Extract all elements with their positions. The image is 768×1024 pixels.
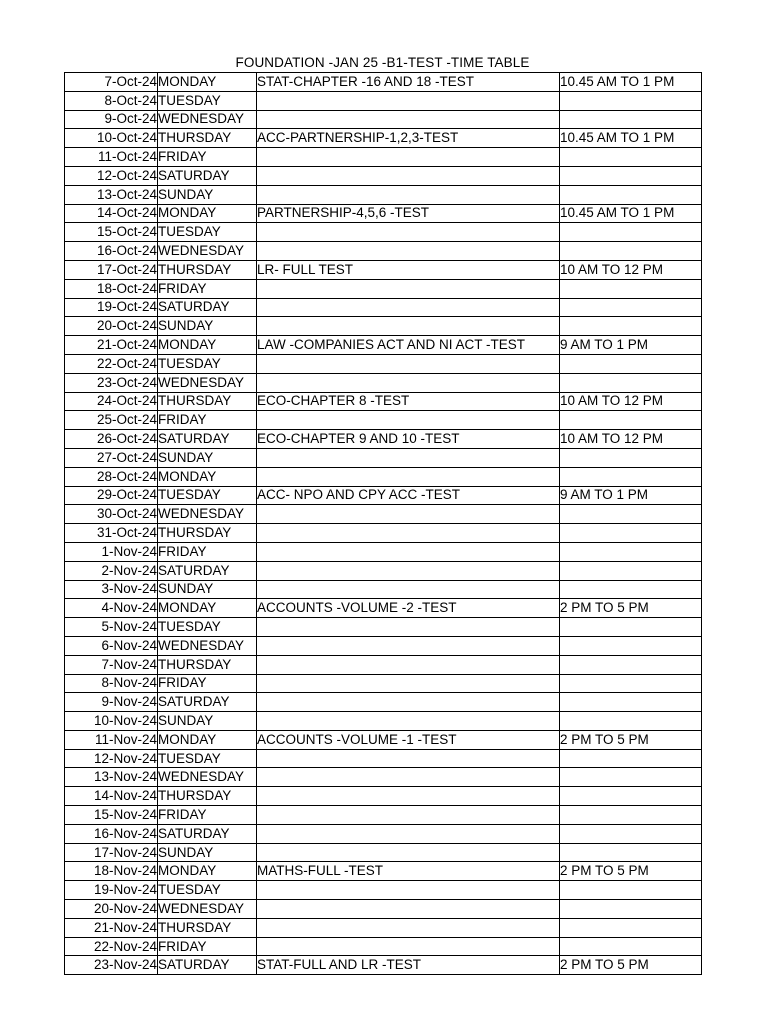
table-row [65, 693, 702, 712]
table-row [65, 110, 702, 129]
test-cell: LR- FULL TEST [257, 260, 560, 279]
date-cell: 29-Oct-24 [65, 486, 158, 505]
test-cell [257, 693, 560, 712]
time-cell [560, 467, 702, 486]
table-row [65, 787, 702, 806]
time-cell [560, 900, 702, 919]
test-cell: PARTNERSHIP-4,5,6 -TEST [257, 204, 560, 223]
test-cell [257, 242, 560, 261]
time-cell [560, 937, 702, 956]
date-cell: 5-Nov-24 [65, 618, 158, 637]
test-cell: ACCOUNTS -VOLUME -1 -TEST [257, 730, 560, 749]
day-cell: WEDNESDAY [158, 505, 257, 524]
table-row [65, 373, 702, 392]
day-cell: FRIDAY [158, 937, 257, 956]
table-row [65, 918, 702, 937]
time-cell [560, 824, 702, 843]
day-cell: WEDNESDAY [158, 110, 257, 129]
time-cell [560, 918, 702, 937]
time-cell [560, 279, 702, 298]
test-cell [257, 674, 560, 693]
test-cell [257, 185, 560, 204]
time-cell [560, 712, 702, 731]
date-cell: 20-Oct-24 [65, 317, 158, 336]
table-row [65, 166, 702, 185]
date-cell: 23-Nov-24 [65, 956, 158, 975]
day-cell: THURSDAY [158, 787, 257, 806]
table-row [65, 317, 702, 336]
time-cell [560, 148, 702, 167]
time-cell [560, 787, 702, 806]
test-cell: STAT-FULL AND LR -TEST [257, 956, 560, 975]
date-cell: 23-Oct-24 [65, 373, 158, 392]
day-cell: WEDNESDAY [158, 900, 257, 919]
time-cell [560, 806, 702, 825]
day-cell: WEDNESDAY [158, 373, 257, 392]
date-cell: 30-Oct-24 [65, 505, 158, 524]
date-cell: 31-Oct-24 [65, 524, 158, 543]
day-cell: FRIDAY [158, 279, 257, 298]
time-cell [560, 448, 702, 467]
date-cell: 25-Oct-24 [65, 411, 158, 430]
test-cell: ACC-PARTNERSHIP-1,2,3-TEST [257, 129, 560, 148]
table-row [65, 260, 702, 279]
time-cell [560, 636, 702, 655]
test-cell: ACCOUNTS -VOLUME -2 -TEST [257, 599, 560, 618]
table-row [65, 354, 702, 373]
date-cell: 7-Oct-24 [65, 73, 158, 92]
time-cell [560, 298, 702, 317]
date-cell: 3-Nov-24 [65, 580, 158, 599]
day-cell: SUNDAY [158, 317, 257, 336]
test-cell [257, 561, 560, 580]
day-cell: MONDAY [158, 467, 257, 486]
day-cell: TUESDAY [158, 486, 257, 505]
test-cell [257, 279, 560, 298]
time-cell [560, 655, 702, 674]
test-cell [257, 655, 560, 674]
day-cell: MONDAY [158, 204, 257, 223]
date-cell: 22-Nov-24 [65, 937, 158, 956]
test-cell [257, 937, 560, 956]
time-cell [560, 693, 702, 712]
day-cell: THURSDAY [158, 129, 257, 148]
time-cell [560, 881, 702, 900]
test-cell [257, 806, 560, 825]
test-cell [257, 881, 560, 900]
test-cell [257, 712, 560, 731]
table-row [65, 242, 702, 261]
date-cell: 4-Nov-24 [65, 599, 158, 618]
table-row [65, 204, 702, 223]
time-cell [560, 542, 702, 561]
table-row [65, 712, 702, 731]
date-cell: 13-Oct-24 [65, 185, 158, 204]
date-cell: 16-Oct-24 [65, 242, 158, 261]
test-cell [257, 824, 560, 843]
test-cell [257, 298, 560, 317]
time-cell: 10.45 AM TO 1 PM [560, 204, 702, 223]
test-cell [257, 524, 560, 543]
date-cell: 27-Oct-24 [65, 448, 158, 467]
page-title: FOUNDATION -JAN 25 -B1-TEST -TIME TABLE [235, 55, 530, 70]
time-cell [560, 91, 702, 110]
table-row [65, 411, 702, 430]
test-cell [257, 110, 560, 129]
test-cell [257, 317, 560, 336]
day-cell: SATURDAY [158, 298, 257, 317]
time-cell: 9 AM TO 1 PM [560, 336, 702, 355]
day-cell: TUESDAY [158, 618, 257, 637]
day-cell: THURSDAY [158, 524, 257, 543]
day-cell: TUESDAY [158, 354, 257, 373]
date-cell: 10-Oct-24 [65, 129, 158, 148]
date-cell: 21-Nov-24 [65, 918, 158, 937]
date-cell: 15-Nov-24 [65, 806, 158, 825]
time-cell [560, 110, 702, 129]
date-cell: 8-Nov-24 [65, 674, 158, 693]
day-cell: SUNDAY [158, 185, 257, 204]
table-row [65, 599, 702, 618]
day-cell: MONDAY [158, 599, 257, 618]
timetable-body [65, 73, 702, 975]
day-cell: MONDAY [158, 730, 257, 749]
day-cell: MONDAY [158, 862, 257, 881]
time-cell: 2 PM TO 5 PM [560, 862, 702, 881]
test-cell [257, 618, 560, 637]
time-cell [560, 749, 702, 768]
date-cell: 24-Oct-24 [65, 392, 158, 411]
test-cell [257, 505, 560, 524]
table-row [65, 91, 702, 110]
table-row [65, 580, 702, 599]
time-cell [560, 223, 702, 242]
table-row [65, 655, 702, 674]
day-cell: THURSDAY [158, 918, 257, 937]
table-row [65, 806, 702, 825]
day-cell: WEDNESDAY [158, 242, 257, 261]
test-cell: LAW -COMPANIES ACT AND NI ACT -TEST [257, 336, 560, 355]
test-cell [257, 843, 560, 862]
day-cell: SATURDAY [158, 561, 257, 580]
time-cell: 10 AM TO 12 PM [560, 430, 702, 449]
day-cell: TUESDAY [158, 749, 257, 768]
time-cell [560, 411, 702, 430]
date-cell: 14-Oct-24 [65, 204, 158, 223]
date-cell: 9-Oct-24 [65, 110, 158, 129]
date-cell: 22-Oct-24 [65, 354, 158, 373]
date-cell: 17-Nov-24 [65, 843, 158, 862]
date-cell: 13-Nov-24 [65, 768, 158, 787]
day-cell: MONDAY [158, 336, 257, 355]
table-row [65, 430, 702, 449]
date-cell: 21-Oct-24 [65, 336, 158, 355]
test-cell [257, 166, 560, 185]
day-cell: SUNDAY [158, 448, 257, 467]
table-row [65, 843, 702, 862]
table-row [65, 148, 702, 167]
time-cell [560, 505, 702, 524]
test-cell [257, 918, 560, 937]
table-row [65, 467, 702, 486]
test-cell [257, 768, 560, 787]
day-cell: THURSDAY [158, 260, 257, 279]
date-cell: 18-Oct-24 [65, 279, 158, 298]
table-row [65, 618, 702, 637]
time-cell: 10.45 AM TO 1 PM [560, 129, 702, 148]
table-row [65, 862, 702, 881]
date-cell: 12-Oct-24 [65, 166, 158, 185]
table-row [65, 561, 702, 580]
table-row [65, 223, 702, 242]
test-cell [257, 354, 560, 373]
test-cell: MATHS-FULL -TEST [257, 862, 560, 881]
table-row [65, 542, 702, 561]
table-row [65, 881, 702, 900]
time-cell [560, 354, 702, 373]
time-cell [560, 561, 702, 580]
time-cell [560, 185, 702, 204]
date-cell: 9-Nov-24 [65, 693, 158, 712]
test-cell [257, 467, 560, 486]
date-cell: 1-Nov-24 [65, 542, 158, 561]
date-cell: 17-Oct-24 [65, 260, 158, 279]
time-cell [560, 843, 702, 862]
timetable-sheet [64, 53, 701, 975]
date-cell: 20-Nov-24 [65, 900, 158, 919]
time-cell: 10 AM TO 12 PM [560, 260, 702, 279]
test-cell [257, 411, 560, 430]
day-cell: SATURDAY [158, 430, 257, 449]
date-cell: 15-Oct-24 [65, 223, 158, 242]
table-row [65, 505, 702, 524]
time-cell: 2 PM TO 5 PM [560, 730, 702, 749]
table-row [65, 674, 702, 693]
table-row [65, 730, 702, 749]
test-cell: ECO-CHAPTER 9 AND 10 -TEST [257, 430, 560, 449]
table-row [65, 392, 702, 411]
time-cell: 9 AM TO 1 PM [560, 486, 702, 505]
test-cell [257, 749, 560, 768]
timetable-table [64, 72, 702, 975]
date-cell: 26-Oct-24 [65, 430, 158, 449]
day-cell: FRIDAY [158, 148, 257, 167]
table-row [65, 279, 702, 298]
test-cell: ECO-CHAPTER 8 -TEST [257, 392, 560, 411]
test-cell: STAT-CHAPTER -16 AND 18 -TEST [257, 73, 560, 92]
day-cell: FRIDAY [158, 411, 257, 430]
time-cell [560, 768, 702, 787]
date-cell: 18-Nov-24 [65, 862, 158, 881]
test-cell: ACC- NPO AND CPY ACC -TEST [257, 486, 560, 505]
time-cell [560, 242, 702, 261]
date-cell: 2-Nov-24 [65, 561, 158, 580]
date-cell: 28-Oct-24 [65, 467, 158, 486]
time-cell: 10 AM TO 12 PM [560, 392, 702, 411]
test-cell [257, 223, 560, 242]
test-cell [257, 636, 560, 655]
day-cell: FRIDAY [158, 674, 257, 693]
table-row [65, 937, 702, 956]
table-row [65, 185, 702, 204]
day-cell: SATURDAY [158, 693, 257, 712]
day-cell: THURSDAY [158, 655, 257, 674]
date-cell: 11-Nov-24 [65, 730, 158, 749]
time-cell [560, 317, 702, 336]
day-cell: MONDAY [158, 73, 257, 92]
time-cell: 2 PM TO 5 PM [560, 599, 702, 618]
test-cell [257, 148, 560, 167]
date-cell: 8-Oct-24 [65, 91, 158, 110]
day-cell: FRIDAY [158, 542, 257, 561]
day-cell: WEDNESDAY [158, 636, 257, 655]
day-cell: SATURDAY [158, 166, 257, 185]
day-cell: SATURDAY [158, 824, 257, 843]
test-cell [257, 580, 560, 599]
table-row [65, 73, 702, 92]
date-cell: 10-Nov-24 [65, 712, 158, 731]
test-cell [257, 542, 560, 561]
day-cell: SUNDAY [158, 580, 257, 599]
table-row [65, 768, 702, 787]
table-row [65, 636, 702, 655]
test-cell [257, 448, 560, 467]
day-cell: SUNDAY [158, 712, 257, 731]
date-cell: 12-Nov-24 [65, 749, 158, 768]
table-row [65, 486, 702, 505]
day-cell: SUNDAY [158, 843, 257, 862]
time-cell [560, 524, 702, 543]
day-cell: TUESDAY [158, 223, 257, 242]
table-row [65, 900, 702, 919]
table-row [65, 749, 702, 768]
test-cell [257, 91, 560, 110]
time-cell: 10.45 AM TO 1 PM [560, 73, 702, 92]
day-cell: TUESDAY [158, 881, 257, 900]
date-cell: 16-Nov-24 [65, 824, 158, 843]
test-cell [257, 900, 560, 919]
test-cell [257, 787, 560, 806]
table-row [65, 336, 702, 355]
time-cell [560, 674, 702, 693]
day-cell: WEDNESDAY [158, 768, 257, 787]
date-cell: 19-Nov-24 [65, 881, 158, 900]
day-cell: SATURDAY [158, 956, 257, 975]
day-cell: FRIDAY [158, 806, 257, 825]
date-cell: 19-Oct-24 [65, 298, 158, 317]
table-row [65, 448, 702, 467]
time-cell [560, 373, 702, 392]
time-cell: 2 PM TO 5 PM [560, 956, 702, 975]
time-cell [560, 618, 702, 637]
test-cell [257, 373, 560, 392]
date-cell: 6-Nov-24 [65, 636, 158, 655]
day-cell: TUESDAY [158, 91, 257, 110]
table-row [65, 524, 702, 543]
table-row [65, 956, 702, 975]
time-cell [560, 580, 702, 599]
table-row [65, 824, 702, 843]
table-row [65, 298, 702, 317]
time-cell [560, 166, 702, 185]
date-cell: 14-Nov-24 [65, 787, 158, 806]
date-cell: 7-Nov-24 [65, 655, 158, 674]
table-row [65, 129, 702, 148]
date-cell: 11-Oct-24 [65, 148, 158, 167]
day-cell: THURSDAY [158, 392, 257, 411]
